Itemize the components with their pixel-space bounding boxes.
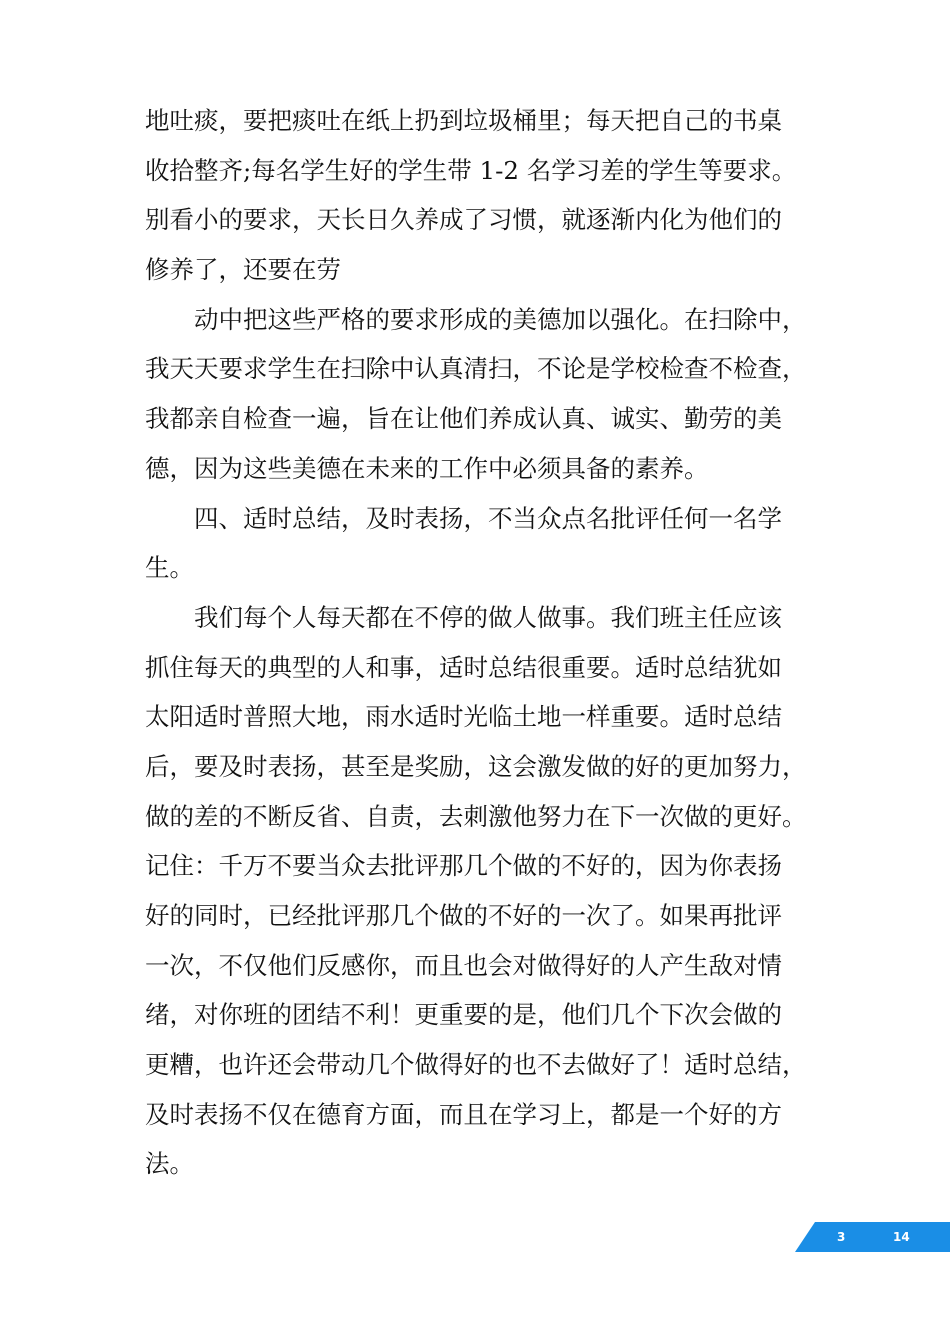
- text-line: 修养了，还要在劳: [145, 255, 341, 285]
- current-page-number: 3: [837, 1230, 846, 1244]
- text-line: 我都亲自检查一遍，旨在让他们养成认真、诚实、勤劳的美: [145, 404, 782, 434]
- text-line: 动中把这些严格的要求形成的美德加以强化。在扫除中，: [194, 304, 807, 334]
- body-text: [145, 96, 810, 1189]
- text-line: 抓住每天的典型的人和事，适时总结很重要。适时总结犹如: [145, 652, 782, 682]
- text-line: 地吐痰，要把痰吐在纸上扔到垃圾桶里；每天把自己的书桌: [145, 106, 782, 135]
- text-line: 更糟，也许还会带动几个做得好的也不去做好了！适时总结，: [145, 1050, 807, 1080]
- text-line: 太阳适时普照大地，雨水适时光临土地一样重要。适时总结: [145, 702, 782, 732]
- text-line: 记住：千万不要当众去批评那几个做的不好的，因为你表扬: [145, 851, 782, 881]
- text-line: 及时表扬不仅在德育方面，而且在学习上，都是一个好的方: [145, 1099, 782, 1129]
- text-line: 我天天要求学生在扫除中认真清扫，不论是学校检查不检查，: [145, 354, 807, 384]
- text-line: 做的差的不断反省、自责，去刺激他努力在下一次做的更好。: [145, 801, 807, 831]
- text-line: 生。: [145, 553, 194, 583]
- text-line: 收拾整齐;每名学生好的学生带 1-2 名学习差的学生等要求。: [145, 155, 797, 185]
- page-footer: [795, 1222, 950, 1252]
- text-line: 法。: [145, 1149, 194, 1179]
- text-line: 德，因为这些美德在未来的工作中必须具备的素养。: [145, 453, 709, 483]
- text-line: 四、适时总结，及时表扬，不当众点名批评任何一名学: [194, 503, 782, 533]
- total-page-count: 14: [893, 1230, 910, 1244]
- text-line: 好的同时，已经批评那几个做的不好的一次了。如果再批评: [145, 901, 782, 930]
- page-number-badge: [795, 1222, 950, 1252]
- text-line: 我们每个人每天都在不停的做人做事。我们班主任应该: [194, 602, 782, 632]
- text-line: 绪，对你班的团结不利！更重要的是，他们几个下次会做的: [145, 1000, 782, 1030]
- text-line: 别看小的要求，天长日久养成了习惯，就逐渐内化为他们的: [145, 205, 782, 235]
- text-line: 后，要及时表扬，甚至是奖励，这会激发做的好的更加努力，: [145, 751, 807, 781]
- text-line: 一次，不仅他们反感你，而且也会对做得好的人产生敌对情: [145, 950, 782, 980]
